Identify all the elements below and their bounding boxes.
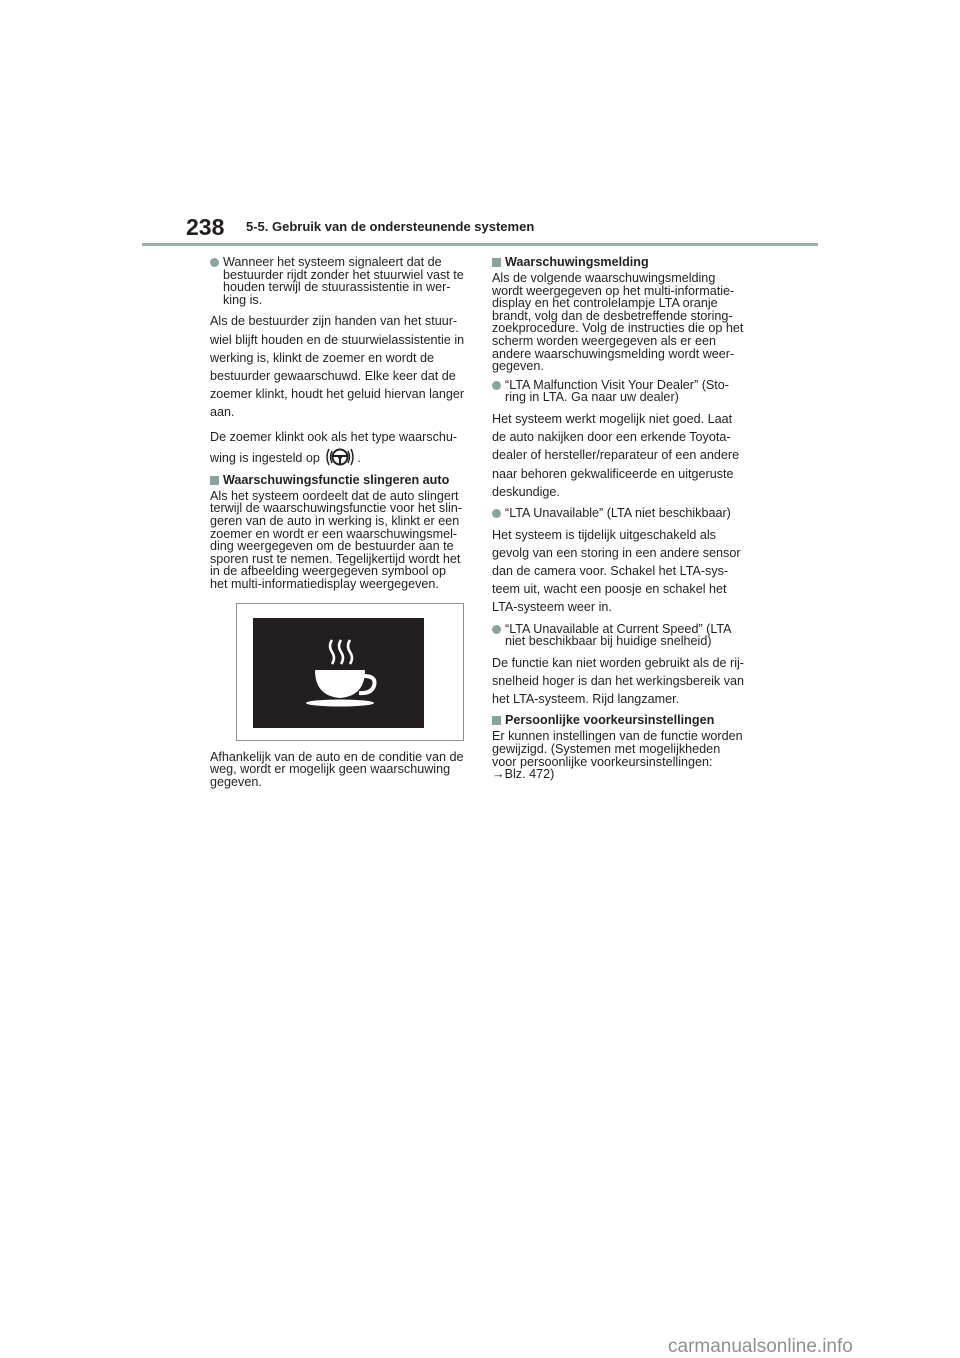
section-title: 5-5. Gebruik van de ondersteunende systemen [246, 219, 535, 234]
paragraph-lta-unavailable: Het systeem is tijdelijk uitgeschakeld als gevolg van een storing in een andere sensor dan de camera voor. Schakel het LTA-sys-teem uit, wacht een poosje en schakel het LTA-systeem weer in. [492, 527, 741, 615]
multi-information-display [253, 618, 424, 728]
paragraph-warning-message: Als de volgende waarschuwingsmelding wordt weergegeven op het multi-informatie-display en het controlelampje LTA oranje brandt, volg dan de desbetreffende storing-zoekprocedure. Volg de instructies die op het scherm worden weergegeven als er een andere waarschuwingsmelding wordt weer-gegeven. [492, 271, 744, 374]
paragraph-lta-malfunction: Het systeem werkt mogelijk niet goed. Laat de auto nakijken door een erkende Toyota-dealer of hersteller/reparateur of een andere naar behoren gekwalificeerde en uitgeruste deskundige. [492, 411, 740, 499]
warning-type-end: . [357, 450, 361, 465]
watermark: carmanualsonline.info [668, 1336, 853, 1357]
paragraph-road-condition: Afhankelijk van de auto en de conditie van de weg, wordt er mogelijk geen waarschuwing gegeven. [210, 749, 464, 789]
steering-wheel-vibration-icon [323, 446, 357, 468]
heading-warning-message: Waarschuwingsmelding [492, 256, 748, 269]
heading-sway-warning: Waarschuwingsfunctie slingeren auto [210, 474, 466, 487]
paragraph-lta-speed: De functie kan niet worden gebruikt als de rij-snelheid hoger is dan het werkingsbereik van het LTA-systeem. Rijd langzamer. [492, 655, 745, 707]
paragraph-warning-type [210, 428, 466, 468]
bullet-hands-off: Wanneer het systeem signaleert dat de bestuurder rijdt zonder het stuurwiel vast te houden terwijl de stuurassistentie in wer-king is. [210, 256, 466, 306]
personal-settings-text: Er kunnen instellingen van de functie worden gewijzigd. (Systemen met mogelijkheden voor persoonlijke voorkeursinstellingen: [492, 729, 743, 769]
bullet-lta-speed: “LTA Unavailable at Current Speed” (LTA niet beschikbaar bij huidige snelheid) [492, 623, 748, 648]
paragraph-buzzer: Als de bestuurder zijn handen van het stuur-wiel blijft houden en de stuurwielassistentie in werking is, klinkt de zoemer en wordt de bestuurder gewaarschuwd. Elke keer dat de zoemer klinkt, houdt het geluid hiervan langer aan. [210, 314, 465, 420]
header-rule [142, 243, 818, 246]
bullet-lta-unavailable: “LTA Unavailable” (LTA niet beschikbaar) [492, 507, 748, 520]
paragraph-sway-warning: Als het systeem oordeelt dat de auto slingert terwijl de waarschuwingsfunctie voor het slin-geren van de auto in werking is, klinkt er een zoemer en wordt er een waarschuwingsmel-ding weergegeven om de bestuurder aan te sporen rust te nemen. Tegelijkertijd wordt het in de afbeelding weergegeven symbool op het multi-informatiedisplay weergegeven. [210, 488, 462, 591]
page-reference-link[interactable]: →Blz. 472) [492, 767, 555, 782]
heading-personal-settings: Persoonlijke voorkeursinstellingen [492, 714, 748, 727]
paragraph-personal-settings [492, 730, 748, 780]
page-number: 238 [186, 214, 225, 240]
figure-frame [236, 603, 464, 741]
coffee-cup-icon [253, 618, 424, 728]
left-column [210, 256, 466, 794]
right-column [492, 256, 748, 787]
warning-type-text: De zoemer klinkt ook als het type waarschu-wing is ingesteld op [210, 429, 458, 465]
bullet-lta-malfunction: “LTA Malfunction Visit Your Dealer” (Sto-ring in LTA. Ga naar uw dealer) [492, 379, 748, 404]
